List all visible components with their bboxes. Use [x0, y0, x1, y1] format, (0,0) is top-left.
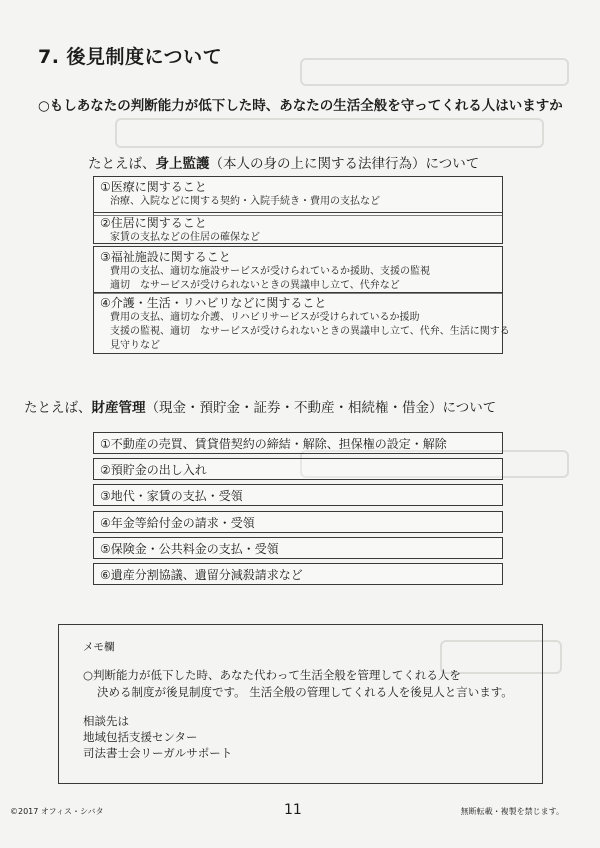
bleed-through-box — [115, 118, 544, 148]
property-item: ①不動産の売買、賃貸借契約の締結・解除、担保権の設定・解除 — [93, 432, 503, 454]
memo-line: 司法書士会リーガルサポート — [83, 746, 233, 760]
memo-line: ○判断能力が低下した時、あなた代わって生活全般を管理してくれる人を — [83, 668, 461, 682]
page-number: 11 — [284, 802, 302, 818]
item-detail: 費用の支払、適切な施設サービスが受けられているか援助、支援の監視 — [110, 266, 430, 277]
item-detail: 治療、入院などに関する契約・入院手続き・費用の支払など — [110, 196, 380, 207]
personal-care-intro: たとえば、身上監護（本人の身の上に関する法律行為）について — [88, 156, 480, 172]
property-item: ⑤保険金・公共料金の支払・受領 — [93, 537, 503, 559]
personal-care-item — [93, 212, 503, 244]
memo-line: 地域包括支援センター — [83, 730, 198, 744]
copyright-text: ©2017 オフィス・シバタ — [10, 807, 104, 816]
section-heading: 7. 後見制度について — [38, 46, 223, 68]
item-title: ④介護・生活・リハビリなどに関すること — [100, 296, 327, 310]
lead-question: ○もしあなたの判断能力が低下した時、あなたの生活全般を守ってくれる人はいますか — [38, 98, 563, 114]
property-item: ③地代・家賃の支払・受領 — [93, 484, 503, 506]
property-management-intro: たとえば、財産管理（現金・預貯金・証券・不動産・相続権・借金）について — [24, 400, 497, 416]
personal-care-item — [93, 292, 510, 354]
item-title: ③福祉施設に関すること — [100, 250, 231, 264]
memo-line: 決める制度が後見制度です。 生活全般の管理してくれる人を後見人と言います。 — [97, 685, 513, 699]
item-detail: 費用の支払、適切な介護、リハビリサービスが受けられているか援助 — [110, 312, 420, 323]
item-title: ①医療に関すること — [100, 180, 207, 194]
copy-notice: 無断転載・複製を禁じます。 — [460, 807, 564, 816]
memo-box — [58, 624, 543, 784]
property-item: ②預貯金の出し入れ — [93, 458, 503, 480]
item-detail: 支援の監視、適切 なサービスが受けられないときの異議申し立て、代弁、生活に関する — [110, 326, 510, 337]
memo-line: 相談先は — [83, 714, 129, 728]
item-title: ②住居に関すること — [100, 216, 207, 230]
personal-care-item — [93, 246, 503, 294]
item-detail: 見守りなど — [110, 340, 160, 351]
personal-care-item — [93, 176, 503, 216]
bleed-through-box — [300, 58, 569, 86]
property-item: ④年金等給付金の請求・受領 — [93, 511, 503, 533]
item-detail: 適切 なサービスが受けられないときの異議申し立て、代弁など — [110, 280, 400, 291]
memo-title: メモ欄 — [83, 641, 115, 653]
item-detail: 家賃の支払などの住居の確保など — [110, 232, 260, 243]
property-item: ⑥遺産分割協議、遺留分減殺請求など — [93, 563, 503, 585]
